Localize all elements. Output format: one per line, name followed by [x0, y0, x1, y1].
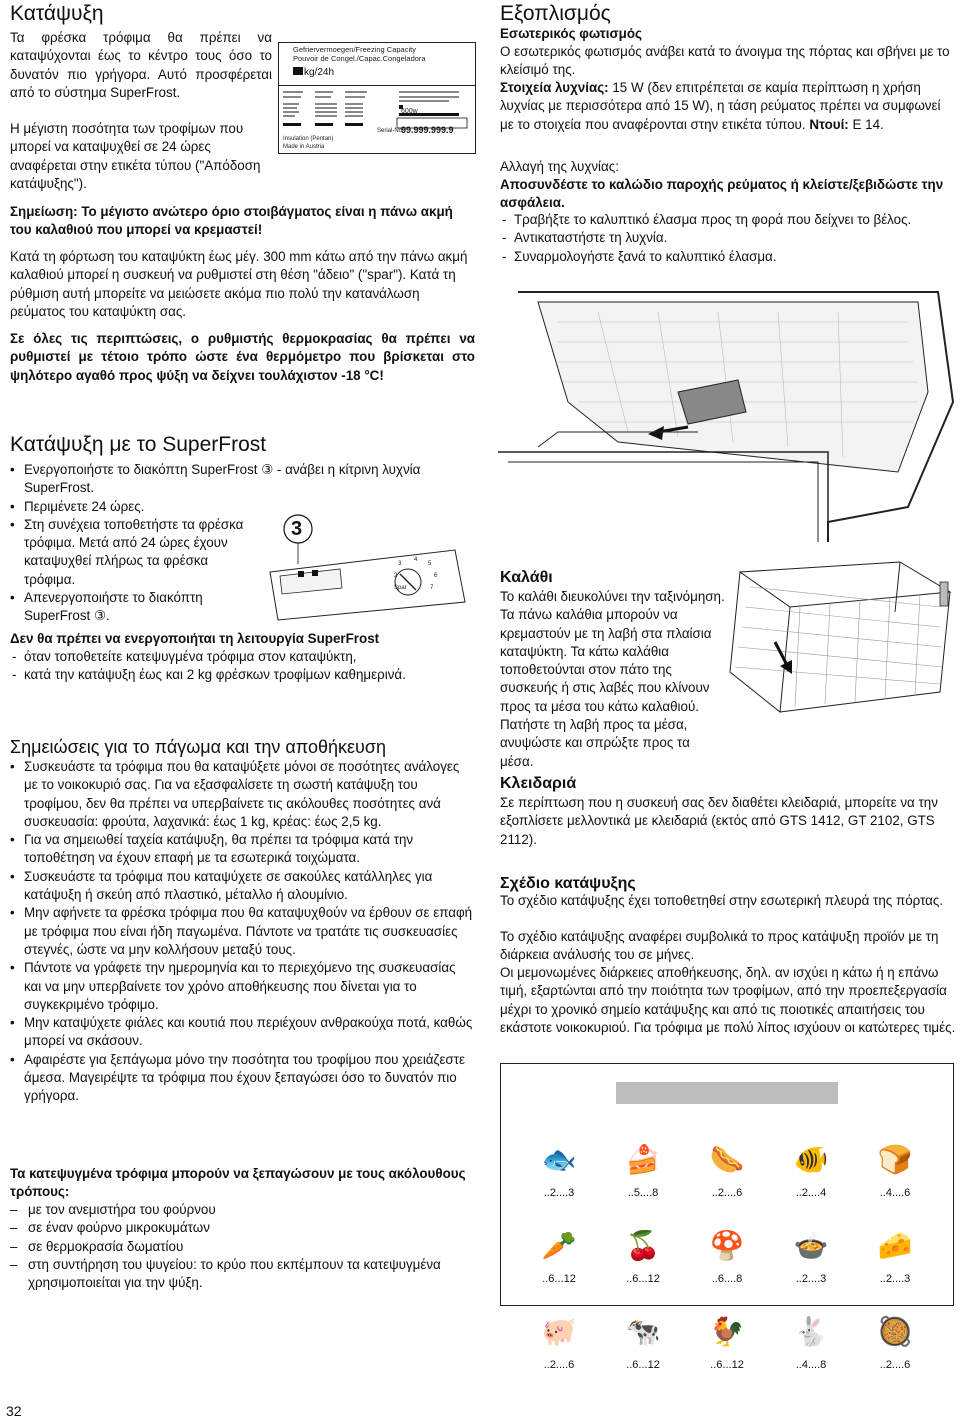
superfrost-warning-item: - όταν τοποθετείτε κατεψυγμένα τρόφιμα στον καταψύκτη, — [10, 648, 475, 666]
plan-tile-label: ..2....3 — [795, 1273, 827, 1285]
thaw-item: – σε έναν φούρνο μικροκυμάτων — [10, 1219, 475, 1237]
plan-tile — [601, 1200, 685, 1286]
section-title-plan: Σχέδιο κατάψυξης — [500, 875, 636, 892]
plan-text-1: Το σχέδιο κατάψυξης έχει τοποθετηθεί στην εσωτερική πλευρά της πόρτας. — [500, 893, 944, 908]
pot-icon: 🥘 — [877, 1316, 913, 1347]
notes-item: • Μην αφήνετε τα φρέσκα τρόφιμα που θα καταψυχθούν να έρθουν σε επαφή με τρόφιμα που είναι ήδη παγωμένα. Πάντοτε να τρατάτε τις συσκευασίες στεγνές, ώστε να μην κολλήσουν μεταξύ τους. — [10, 904, 475, 959]
page-number: 32 — [6, 1403, 22, 1419]
section-title-superfrost: Κατάψυξη με το SuperFrost — [10, 433, 267, 456]
rabbit-icon: 🐇 — [793, 1316, 829, 1347]
bread-icon: 🍞 — [877, 1144, 913, 1175]
plan-tile-label: ..4....8 — [795, 1359, 827, 1371]
freezing-intro: Τα φρέσκα τρόφιμα θα πρέπει να καταψύχονται έως το κέντρο τους όσο το δυνατόν πιο γρήγορα. Αυτό προσφέρεται από το σύστημα SuperFrost. — [10, 30, 272, 100]
section-title-basket: Καλάθι — [500, 569, 553, 586]
cheese-icon: 🧀 — [877, 1230, 913, 1261]
cake-icon: 🍰 — [625, 1144, 661, 1175]
dial-label: 6 — [434, 573, 438, 579]
plan-tile — [685, 1200, 769, 1286]
cherry-icon: 🍒 — [625, 1230, 661, 1261]
plan-grid — [517, 1114, 937, 1372]
freezer-lid-figure — [498, 282, 958, 542]
freezing-note: Σημείωση: Το μέγιστο ανώτερο όριο στοιβάγματος είναι η πάνω ακμή του καλαθιού που μπορεί να κρεμαστεί! — [10, 204, 453, 238]
rating-label-serial: 99.999.999.9 — [401, 125, 454, 135]
section-title-equipment: Εξοπλισμός — [500, 2, 611, 25]
plan-tile-label: ..2....6 — [711, 1187, 743, 1199]
rating-label-unit: kg/24h — [293, 67, 334, 78]
plan-tile — [769, 1286, 853, 1372]
dish-icon: 🍲 — [793, 1230, 829, 1261]
locks-text: Σε περίπτωση που η συσκευή σας δεν διαθέτει κλειδαριά, μπορείτε να την εξοπλίσετε μελλοντικά με κλειδαριά (εκτός από GTS 1412, GT 2102, GTS 2112). — [500, 795, 938, 847]
freezing-plan-chart — [500, 1063, 954, 1371]
thaw-list — [10, 1201, 475, 1292]
superfrost-step: • Ενεργοποιήστε το διακόπτη SuperFrost ③ - ανάβει η κίτρινη λυχνία SuperFrost. — [10, 461, 475, 498]
lamp-change-warning: Αποσυνδέστε το καλώδιο παροχής ρεύματος ή κλείστε/ξεβιδώστε την ασφάλεια. — [500, 177, 944, 211]
rating-label-insulation: Insulation (Pentan) — [283, 136, 334, 142]
section-title-notes: Σημειώσεις για το πάγωμα και την αποθήκευση — [10, 737, 386, 757]
plan-tile — [685, 1114, 769, 1200]
superfrost-callout: 3 — [291, 518, 303, 540]
notes-item: • Για να σημειωθεί ταχεία κατάψυξη, θα πρέπει τα τρόφιμα κατά την τοποθέτηση να έχουν επαφή με τα εσωτερικά τοιχώματα. — [10, 831, 475, 868]
lamp-spec: Στοιχεία λυχνίας: 15 W (δεν επιτρέπεται σε καμία περίπτωση η χρήση λυχνίας με περισσότερα από 15 W), η τάση ρεύματος πρέπει να συμφωνεί με το στοιχεία που αναφέρονται στην ετικέτα τύπου. Ντουί: E 14. — [500, 80, 941, 132]
mushroom-icon: 🍄 — [709, 1230, 745, 1261]
dial-label: Spar — [394, 585, 407, 591]
superfrost-warning-title: Δεν θα πρέπει να ενεργοποιήται τη λειτουργία SuperFrost — [10, 631, 380, 646]
plan-tile — [517, 1200, 601, 1286]
plan-tile-label: ..6....8 — [711, 1273, 743, 1285]
plan-tile-label: ..2....4 — [795, 1187, 827, 1199]
lighting-text: Ο εσωτερικός φωτισμός ανάβει κατά το άνοιγμα της πόρτας και σβήνει με το κλείσιμό της. — [500, 44, 950, 78]
dial-label: 2 — [394, 573, 398, 579]
cow-icon: 🐄 — [625, 1316, 661, 1347]
superfrost-step: • Απενεργοποιήστε το διακόπτη SuperFrost ③. — [10, 589, 249, 626]
plan-tile — [769, 1114, 853, 1200]
fish2-icon: 🐠 — [793, 1144, 829, 1175]
notes-item: • Πάντοτε να γράφετε την ημερομηνία και το περιεχόμενο της συσκευασίας και να μην υπερβαίνετε τον χρόνο αποθήκευσης που δίνεται για το συγκεκριμένο τρόφιμο. — [10, 959, 475, 1014]
superfrost-step: • Περιμένετε 24 ώρες. — [10, 498, 475, 516]
superfrost-step: • Στη συνέχεια τοποθετήστε τα φρέσκα τρόφιμα. Μετά από 24 ώρες έχουν καταψυχθεί πλήρως τα φρέσκα τρόφιμα. — [10, 516, 249, 589]
sausage-icon: 🌭 — [709, 1144, 745, 1175]
superfrost-warning-list — [10, 648, 475, 685]
control-panel-figure — [250, 512, 475, 622]
lamp-change-steps — [500, 211, 956, 266]
plan-tile-label: ..6...12 — [710, 1359, 744, 1371]
dial-label: 4 — [414, 557, 418, 563]
notes-list — [10, 758, 475, 1106]
plan-tile-label: ..2....6 — [543, 1359, 575, 1371]
notes-item: • Αφαιρέστε για ξεπάγωμα μόνο την ποσότητα του τροφίμου που χρειάζεστε άμεσα. Μαγειρέψτε τα τρόφιμα που έχουν ξεπαγώσει όσο το δυνατόν πιο γρήγορα. — [10, 1051, 475, 1106]
basket-figure — [700, 552, 955, 732]
rating-label-title-2: Pouvoir de Congel./Capac.Congeladora — [293, 54, 426, 63]
plan-text-2: Το σχέδιο κατάψυξης αναφέρει συμβολικά το προς κατάψυξη προϊόν με τη διάρκεια ανάλυσής του σε μήνες. — [500, 929, 939, 963]
plan-header-bar — [616, 1082, 838, 1104]
plan-text-3: Οι μεμονωμένες διάρκειες αποθήκευσης, δηλ. αν ισχύει η κάτω ή η επάνω τιμή, εξαρτώνται από την ποιότητα των τροφίμων, από την προεπεξεργασία μέχρι το χρονικό σημείο κατάψυξης και από τις ποιοτικές απαιτήσεις του εκάστοτε νοικοκυριού. Για τρόφιμα με πολύ λίπος ισχύουν οι κατώτερες τιμές. — [500, 965, 956, 1035]
thaw-item: – στη συντήρηση του ψυγείου: το κρύο που εκπέμπουν τα κατεψυγμένα χρησιμοποιείται για την ψύξη. — [10, 1256, 475, 1293]
lighting-title: Εσωτερικός φωτισμός — [500, 26, 642, 41]
plan-tile — [517, 1286, 601, 1372]
superfrost-warning-item: - κατά την κατάψυξη έως και 2 kg φρέσκων τροφίμων καθημερινά. — [10, 666, 475, 684]
dial-label: 7 — [430, 585, 434, 591]
plan-tile — [685, 1286, 769, 1372]
lamp-change-step: - Αντικαταστήστε τη λυχνία. — [500, 229, 956, 247]
plan-tile — [853, 1200, 937, 1286]
notes-item: • Συσκευάστε τα τρόφιμα που καταψύχετε σε σακούλες κατάλληλες για κατάψυξη ή σκεύη από πλαστικό, μέταλλο ή αλουμίνιο. — [10, 868, 475, 905]
plan-tile-label: ..2....3 — [543, 1187, 575, 1199]
plan-tile — [601, 1286, 685, 1372]
plan-tile — [769, 1200, 853, 1286]
freezing-loading: Κατά τη φόρτωση του καταψύκτη έως μέγ. 300 mm κάτω από την πάνω ακμή καλαθιού μπορεί η συσκευή να ρυθμιστεί στη θέση "άδειο" ("spar"). Κατά τη ρύθμιση αυτή μπορείτε να μειώσετε ακόμα πιο πολύ την κατανάλωση ρεύματος του καταψύκτη σας. — [10, 249, 468, 319]
thaw-title: Τα κατεψυγμένα τρόφιμα μπορούν να ξεπαγώσουν με τους ακόλουθους τρόπους: — [10, 1166, 466, 1200]
fish-icon: 🐟 — [541, 1144, 577, 1175]
carrot-icon: 🥕 — [541, 1230, 577, 1261]
rating-label-serial-label: Serial-No. — [377, 128, 404, 134]
plan-tile-label: ..5....8 — [627, 1187, 659, 1199]
lamp-change-title: Αλλαγή της λυχνίας: — [500, 159, 619, 174]
rating-label-figure — [278, 42, 476, 154]
notes-item: • Συσκευάστε τα τρόφιμα που θα καταψύξετε μόνοι σε ποσότητες ανάλογες με το νοικοκυριό σας. Για να εξασφαλίσετε τη σωστή κατάψυξη του τροφίμου, δεν θα πρέπει να υπερβαίνετε τις ακόλουθες ποσότητες ανά συσκευασία: φρούτα, λαχανικά: έως 1 kg, κρέας: έως 2,5 kg. — [10, 758, 475, 831]
notes-item: • Μην καταψύχετε φιάλες και κουτιά που περιέχουν ανθρακούχα ποτά, καθώς μπορεί να σκάσουν. — [10, 1014, 475, 1051]
section-title-locks: Κλειδαριά — [500, 775, 577, 792]
plan-tile — [853, 1114, 937, 1200]
freezing-capacity: Η μέγιστη ποσότητα των τροφίμων που μπορεί να καταψυχθεί σε 24 ώρες αναφέρεται στην ετικέτα τύπου ("Απόδοση κατάψυξης"). — [10, 121, 261, 191]
lamp-change-step: - Τραβήξτε το καλυπτικό έλασμα προς τη φορά που δείχνει το βέλος. — [500, 211, 956, 229]
pig-icon: 🐖 — [541, 1316, 577, 1347]
plan-tile-label: ..6...12 — [542, 1273, 576, 1285]
plan-tile-label: ..2....3 — [879, 1273, 911, 1285]
plan-tile-label: ..2....6 — [879, 1359, 911, 1371]
chicken-icon: 🐓 — [709, 1316, 745, 1347]
plan-tile-label: ..4....6 — [879, 1187, 911, 1199]
plan-tile-label: ..6...12 — [626, 1359, 660, 1371]
thaw-item: – σε θερμοκρασία δωματίου — [10, 1238, 475, 1256]
section-title-freezing: Κατάψυξη — [10, 2, 104, 25]
freezing-thermostat: Σε όλες τις περιπτώσεις, ο ρυθμιστής θερμοκρασίας θα πρέπει να ρυθμιστεί με τέτοιο τρόπο ώστε ένα θερμόμετρο που βρίσκεται στο ψηλότερο αγαθό προς ψύξη να δείχνει τουλάχιστον -18 °C! — [10, 331, 475, 383]
plan-tile — [517, 1114, 601, 1200]
rating-label-made: Made in Austria — [283, 144, 325, 150]
dial-label: 5 — [428, 561, 432, 567]
lamp-change-step: - Συναρμολογήστε ξανά το καλυπτικό έλασμα. — [500, 248, 956, 266]
plan-tile-label: ..6...12 — [626, 1273, 660, 1285]
basket-text: Το καλάθι διευκολύνει την ταξινόμηση. Τα πάνω καλάθια μπορούν να κρεμαστούν με τη λαβή στα πλαίσια καταψύκτη. Τα κάτω καλάθια τοποθετούνται στον πάτο της συσκευής ή στις λαβές που κλίνουν προς τα μέσα του κάτω καλαθιού. Πατήστε τη λαβή προς τα μέσα, ανυψώστε και σπρώξτε προς τα μέσα. — [500, 589, 725, 769]
plan-tile — [853, 1286, 937, 1372]
thaw-item: – με τον ανεμιστήρα του φούρνου — [10, 1201, 475, 1219]
rating-label-power: 600w — [401, 108, 418, 115]
rating-label-title-1: Gefriervermoegen/Freezing Capacity — [293, 45, 416, 54]
dial-label: 3 — [398, 561, 402, 567]
plan-tile — [601, 1114, 685, 1200]
